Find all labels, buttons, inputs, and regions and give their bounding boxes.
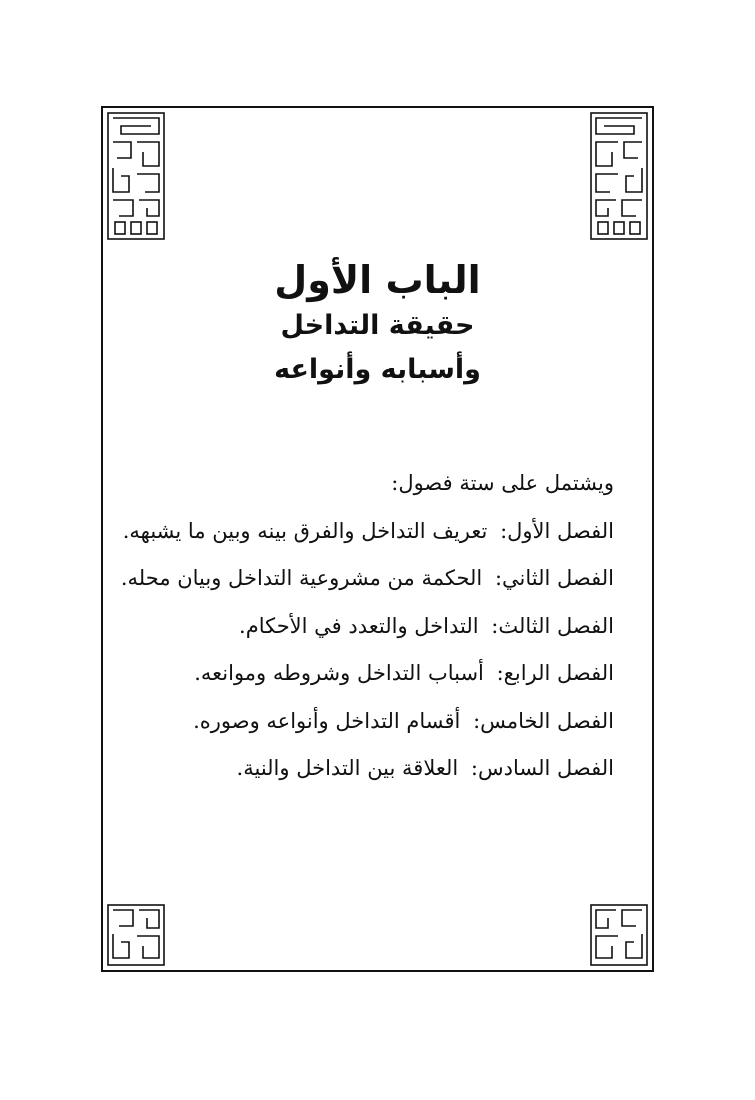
chapter-item (120, 555, 614, 603)
chapter-item-text: العلاقة بين التداخل والنية. (236, 756, 459, 780)
page-border-frame (101, 106, 654, 972)
chapter-item (124, 508, 614, 556)
chapter-item-label: الفصل الخامس: (473, 708, 614, 733)
chapter-item-label: الفصل الثالث: (491, 613, 614, 638)
chapter-item (124, 603, 614, 651)
contents-intro: ويشتمل على ستة فصول: (391, 471, 614, 495)
corner-ornament-bottom-right (590, 904, 648, 966)
corner-ornament-top-right (590, 112, 648, 240)
chapter-title: الباب الأول (274, 258, 481, 302)
chapter-subtitle-line-2: وأسبابه وأنواعه (274, 354, 481, 385)
chapter-item-text: الحكمة من مشروعية التداخل وبيان محله. (120, 566, 483, 590)
chapter-item (124, 698, 614, 746)
chapter-subtitle-line-1: حقيقة التداخل (280, 310, 475, 341)
chapter-item-label: الفصل الأول: (500, 518, 614, 543)
chapter-item-text: التداخل والتعدد في الأحكام. (239, 613, 479, 638)
chapter-item-text: أسباب التداخل وشروطه وموانعه. (194, 661, 484, 685)
chapter-item-text: تعريف التداخل والفرق بينه وبين ما يشبهه. (122, 518, 488, 543)
chapter-item-label: الفصل الثاني: (494, 566, 614, 590)
chapter-contents-list (120, 460, 614, 793)
chapter-item (124, 745, 614, 793)
corner-ornament-top-left (107, 112, 165, 240)
chapter-heading-block (103, 256, 652, 392)
chapter-item (124, 650, 614, 698)
chapter-item-label: الفصل السادس: (470, 756, 614, 780)
corner-ornament-bottom-left (107, 904, 165, 966)
chapter-item-label: الفصل الرابع: (496, 661, 614, 685)
chapter-item-text: أقسام التداخل وأنواعه وصوره. (193, 708, 461, 733)
